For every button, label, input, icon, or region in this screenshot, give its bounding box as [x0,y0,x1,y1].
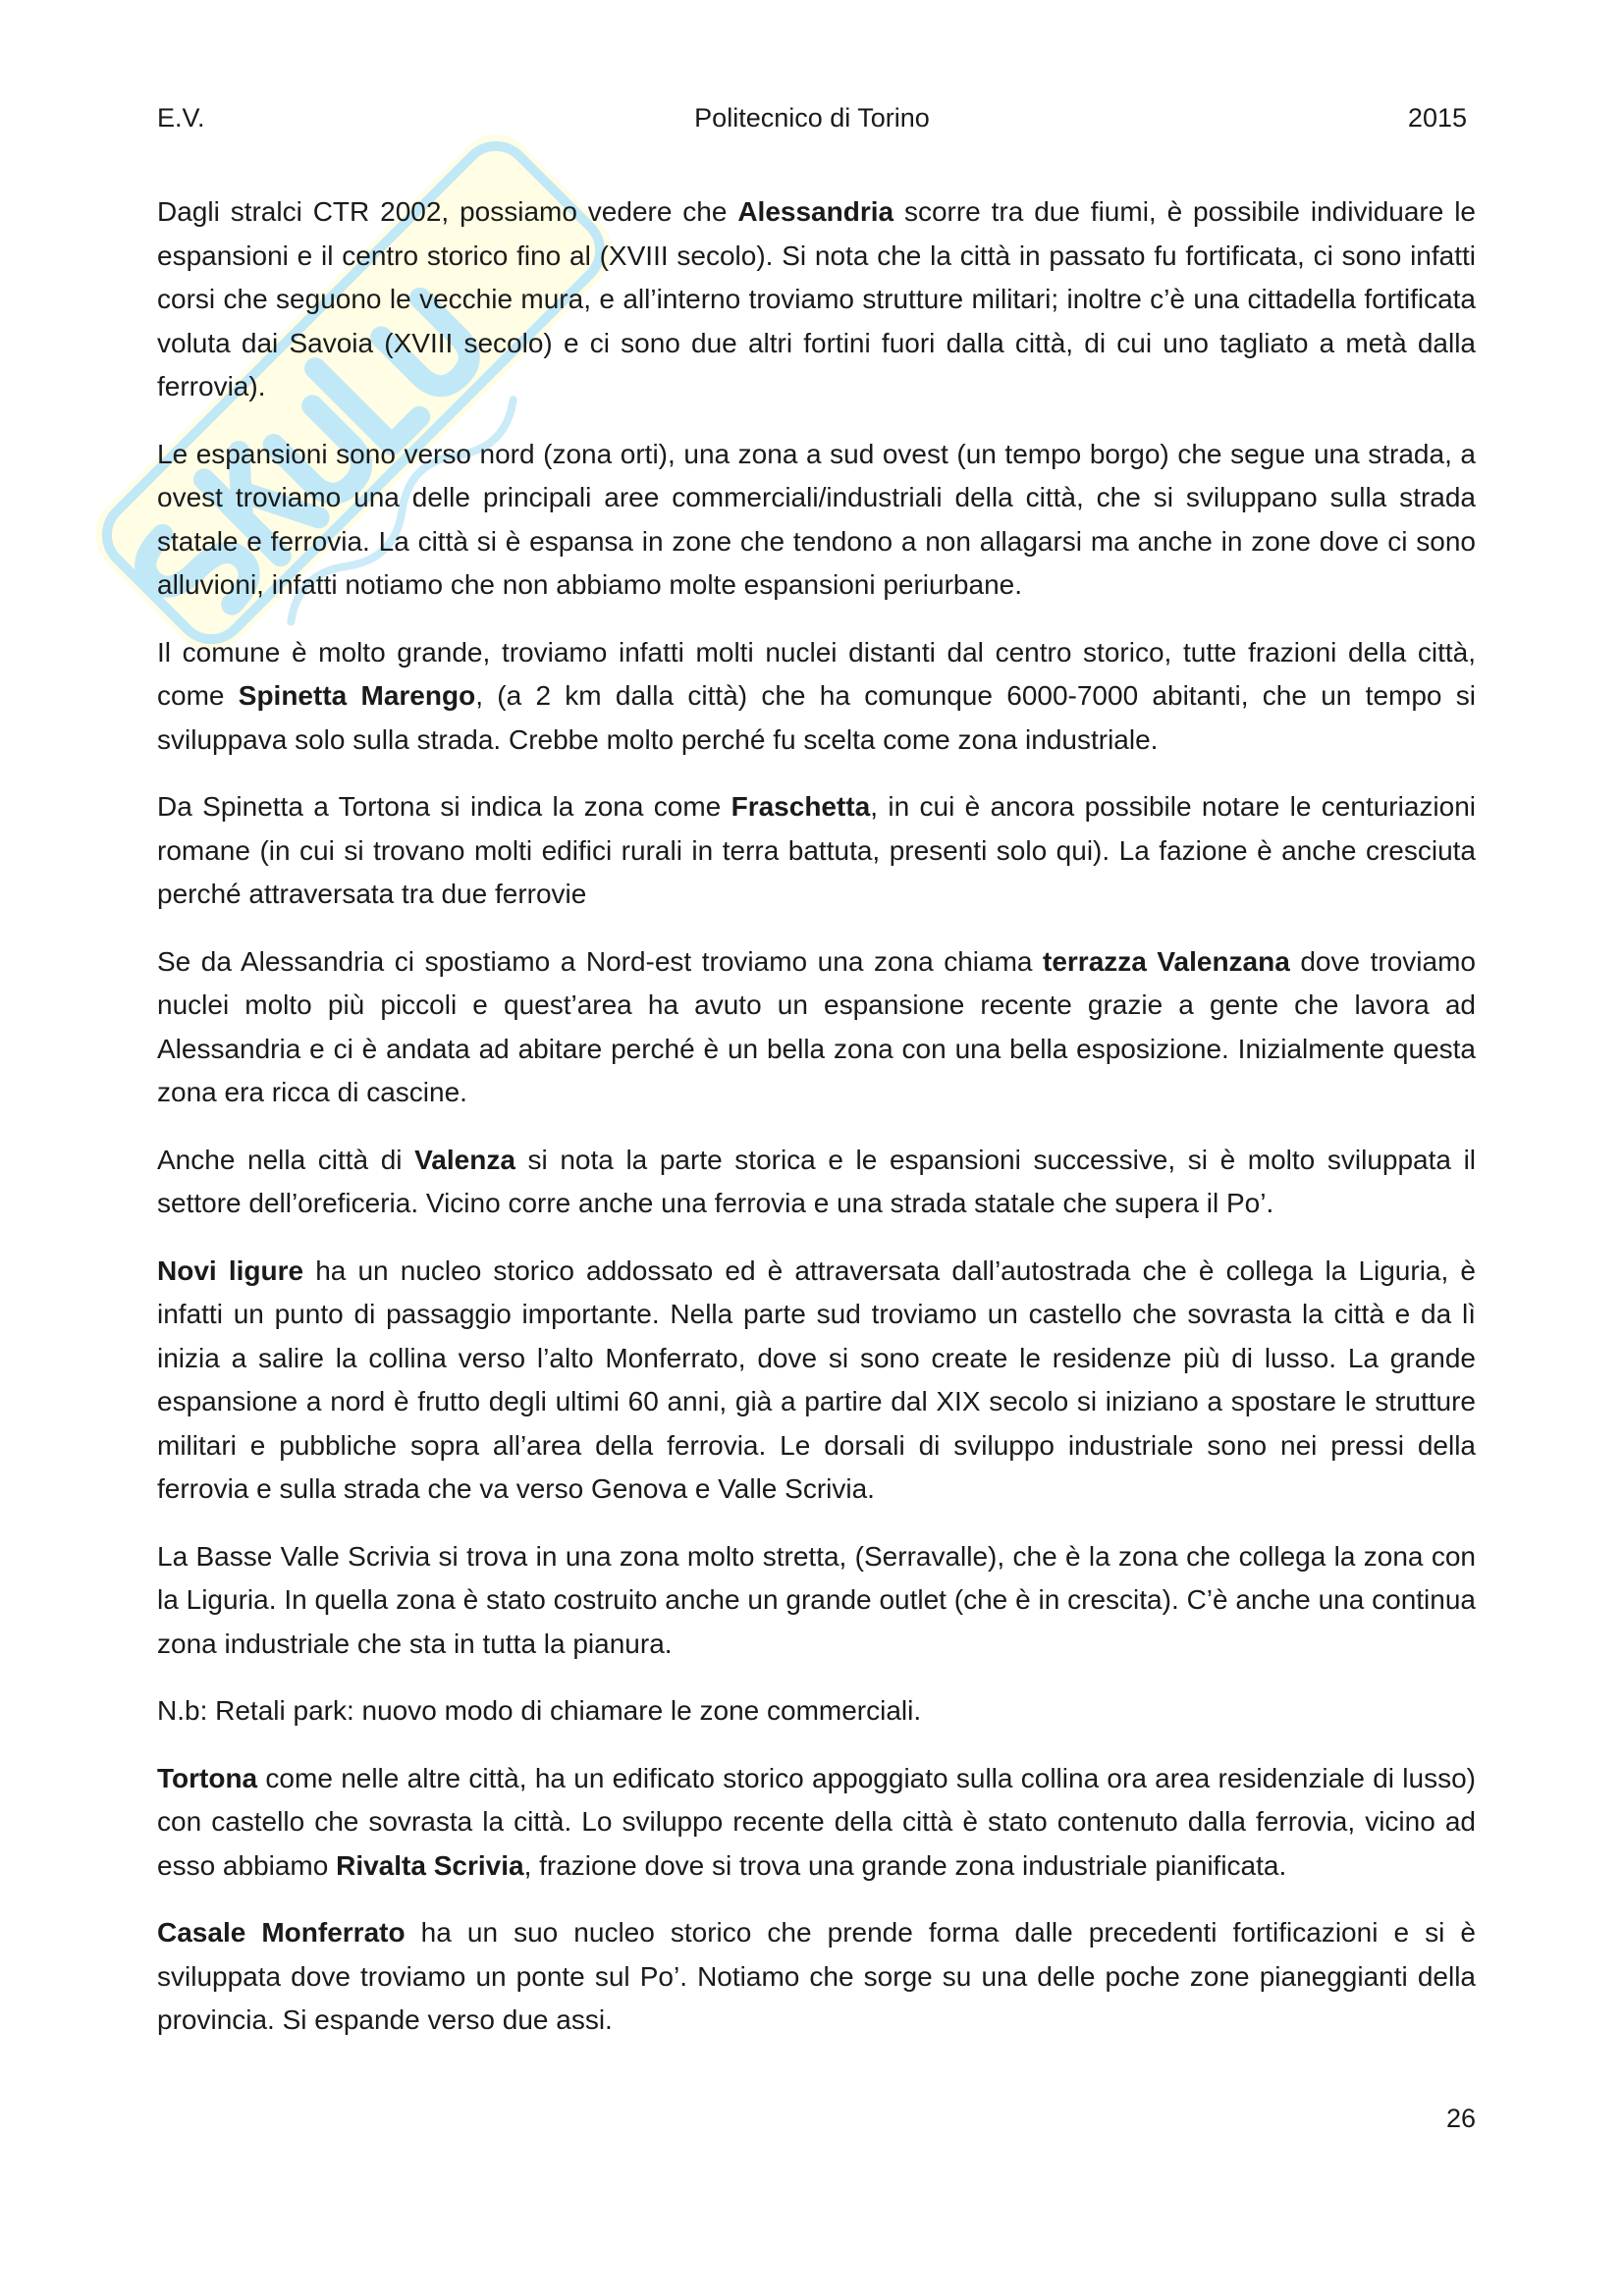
header-institution: Politecnico di Torino [694,103,930,133]
paragraph-text: Da Spinetta a Tortona si indica la zona come [157,791,731,822]
paragraph-text: , in cui è ancora possibile notare le centuriazioni romane (in cui si trovano molti edifici rurali in terra battuta, presenti solo qui). La fazione è anche cresciuta perché attraversata tra due ferrovie [157,791,1477,909]
bold-term: Fraschetta [731,791,871,822]
page-header [157,98,1467,137]
paragraph-text: La Basse Valle Scrivia si trova in una zona molto stretta, (Serravalle), che è la zona che collega la zona con la Liguria. In quella zona è stato costruito anche un grande outlet (che è in crescita). C’è anche una continua zona industriale che sta in tutta la pianura. [157,1540,1476,1659]
document-body [157,190,1476,2066]
paragraph-text: Il comune è molto grande, troviamo infatti molti nuclei distanti dal centro storico, tutte frazioni della città, come [157,636,1476,711]
body-paragraph [157,1757,1476,1889]
header-year: 2015 [1407,103,1467,133]
body-paragraph [157,433,1476,608]
body-paragraph [157,940,1476,1115]
body-paragraph [157,785,1476,917]
paragraph-text: scorre tra due fiumi, è possibile individuare le espansioni e il centro storico fino al (XVIII secolo). Si nota che la città in passato fu fortificata, ci sono infatti corsi che seguono le vecchie mura, e all’interno troviamo strutture militari; inoltre c’è una cittadella fortificata voluta dai Savoia (XVIII secolo) e ci sono due altri fortini fuori dalla città, di cui uno tagliato a metà dalla ferrovia). [157,196,1476,401]
paragraph-text: Se da Alessandria ci spostiamo a Nord-est troviamo una zona chiama [157,945,1044,977]
body-paragraph [157,1911,1476,2043]
bold-term: terrazza Valenzana [1043,945,1290,977]
paragraph-text: N.b: Retali park: nuovo modo di chiamare le zone commerciali. [157,1695,922,1726]
paragraph-text: Dagli stralci CTR 2002, possiamo vedere che [157,196,738,227]
paragraph-text: dove troviamo nuclei molto più piccoli e quest’area ha avuto un espansione recente grazie a gente che lavora ad Alessandria e ci è andata ad abitare perché è un bella zona con una bella esposizione. Inizialmente questa zona era ricca di cascine. [157,945,1476,1107]
bold-term: Valenza [414,1144,515,1175]
body-paragraph [157,1535,1476,1667]
bold-term: Rivalta Scrivia [336,1849,524,1881]
bold-term: Alessandria [737,196,894,227]
paragraph-text: ha un suo nucleo storico che prende forma dalle precedenti fortificazioni e si è sviluppata dove troviamo un ponte sul Po’. Notiamo che sorge su una delle poche zone pianeggianti della provincia. Si espande verso due assi. [157,1917,1477,2035]
bold-term: Spinetta Marengo [238,680,476,711]
paragraph-text: , (a 2 km dalla città) che ha comunque 6000-7000 abitanti, che un tempo si sviluppava solo sulla strada. Crebbe molto perché fu scelta come zona industriale. [157,680,1476,755]
header-author: E.V. [157,103,205,133]
paragraph-text: come nelle altre città, ha un edificato storico appoggiato sulla collina ora area residenziale di lusso) con castello che sovrasta la città. Lo sviluppo recente della città è stato contenuto dalla ferrovia, vicino ad esso abbiamo [157,1762,1476,1881]
paragraph-text: ha un nucleo storico addossato ed è attraversata dall’autostrada che è collega la Liguria, è infatti un punto di passaggio importante. Nella parte sud troviamo un castello che sovrasta la città e da lì inizia a salire la collina verso l’alto Monferrato, dove si sono create le residenze più di lusso. La grande espansione a nord è frutto degli ultimi 60 anni, già a partire dal XIX secolo si iniziano a spostare le strutture militari e pubbliche sopra all’area della ferrovia. Le dorsali di sviluppo industriale sono nei pressi della ferrovia e sulla strada che va verso Genova e Valle Scrivia. [157,1255,1476,1504]
page-number: 26 [1445,2104,1476,2133]
paragraph-text: si nota la parte storica e le espansioni successive, si è molto sviluppata il settore dell’oreficeria. Vicino corre anche una ferrovia e una strada statale che supera il Po’. [157,1144,1477,1218]
body-paragraph [157,631,1476,763]
bold-term: Novi ligure [157,1255,304,1286]
body-paragraph [157,1689,1476,1734]
body-paragraph [157,1139,1476,1226]
bold-term: Tortona [157,1762,258,1793]
paragraph-text: Anche nella città di [157,1144,415,1175]
body-paragraph [157,1250,1476,1512]
bold-term: Casale Monferrato [157,1917,406,1948]
paragraph-text: Le espansioni sono verso nord (zona orti), una zona a sud ovest (un tempo borgo) che segue una strada, a ovest troviamo una delle principali aree commerciali/industriali della città, che si sviluppano sulla strada statale e ferrovia. La città si è espansa in zone che tendono a non allagarsi ma anche in zone dove ci sono alluvioni, infatti notiamo che non abbiamo molte espansioni periurbane. [157,438,1476,600]
paragraph-text: , frazione dove si trova una grande zona industriale pianificata. [523,1849,1287,1881]
body-paragraph [157,190,1476,409]
